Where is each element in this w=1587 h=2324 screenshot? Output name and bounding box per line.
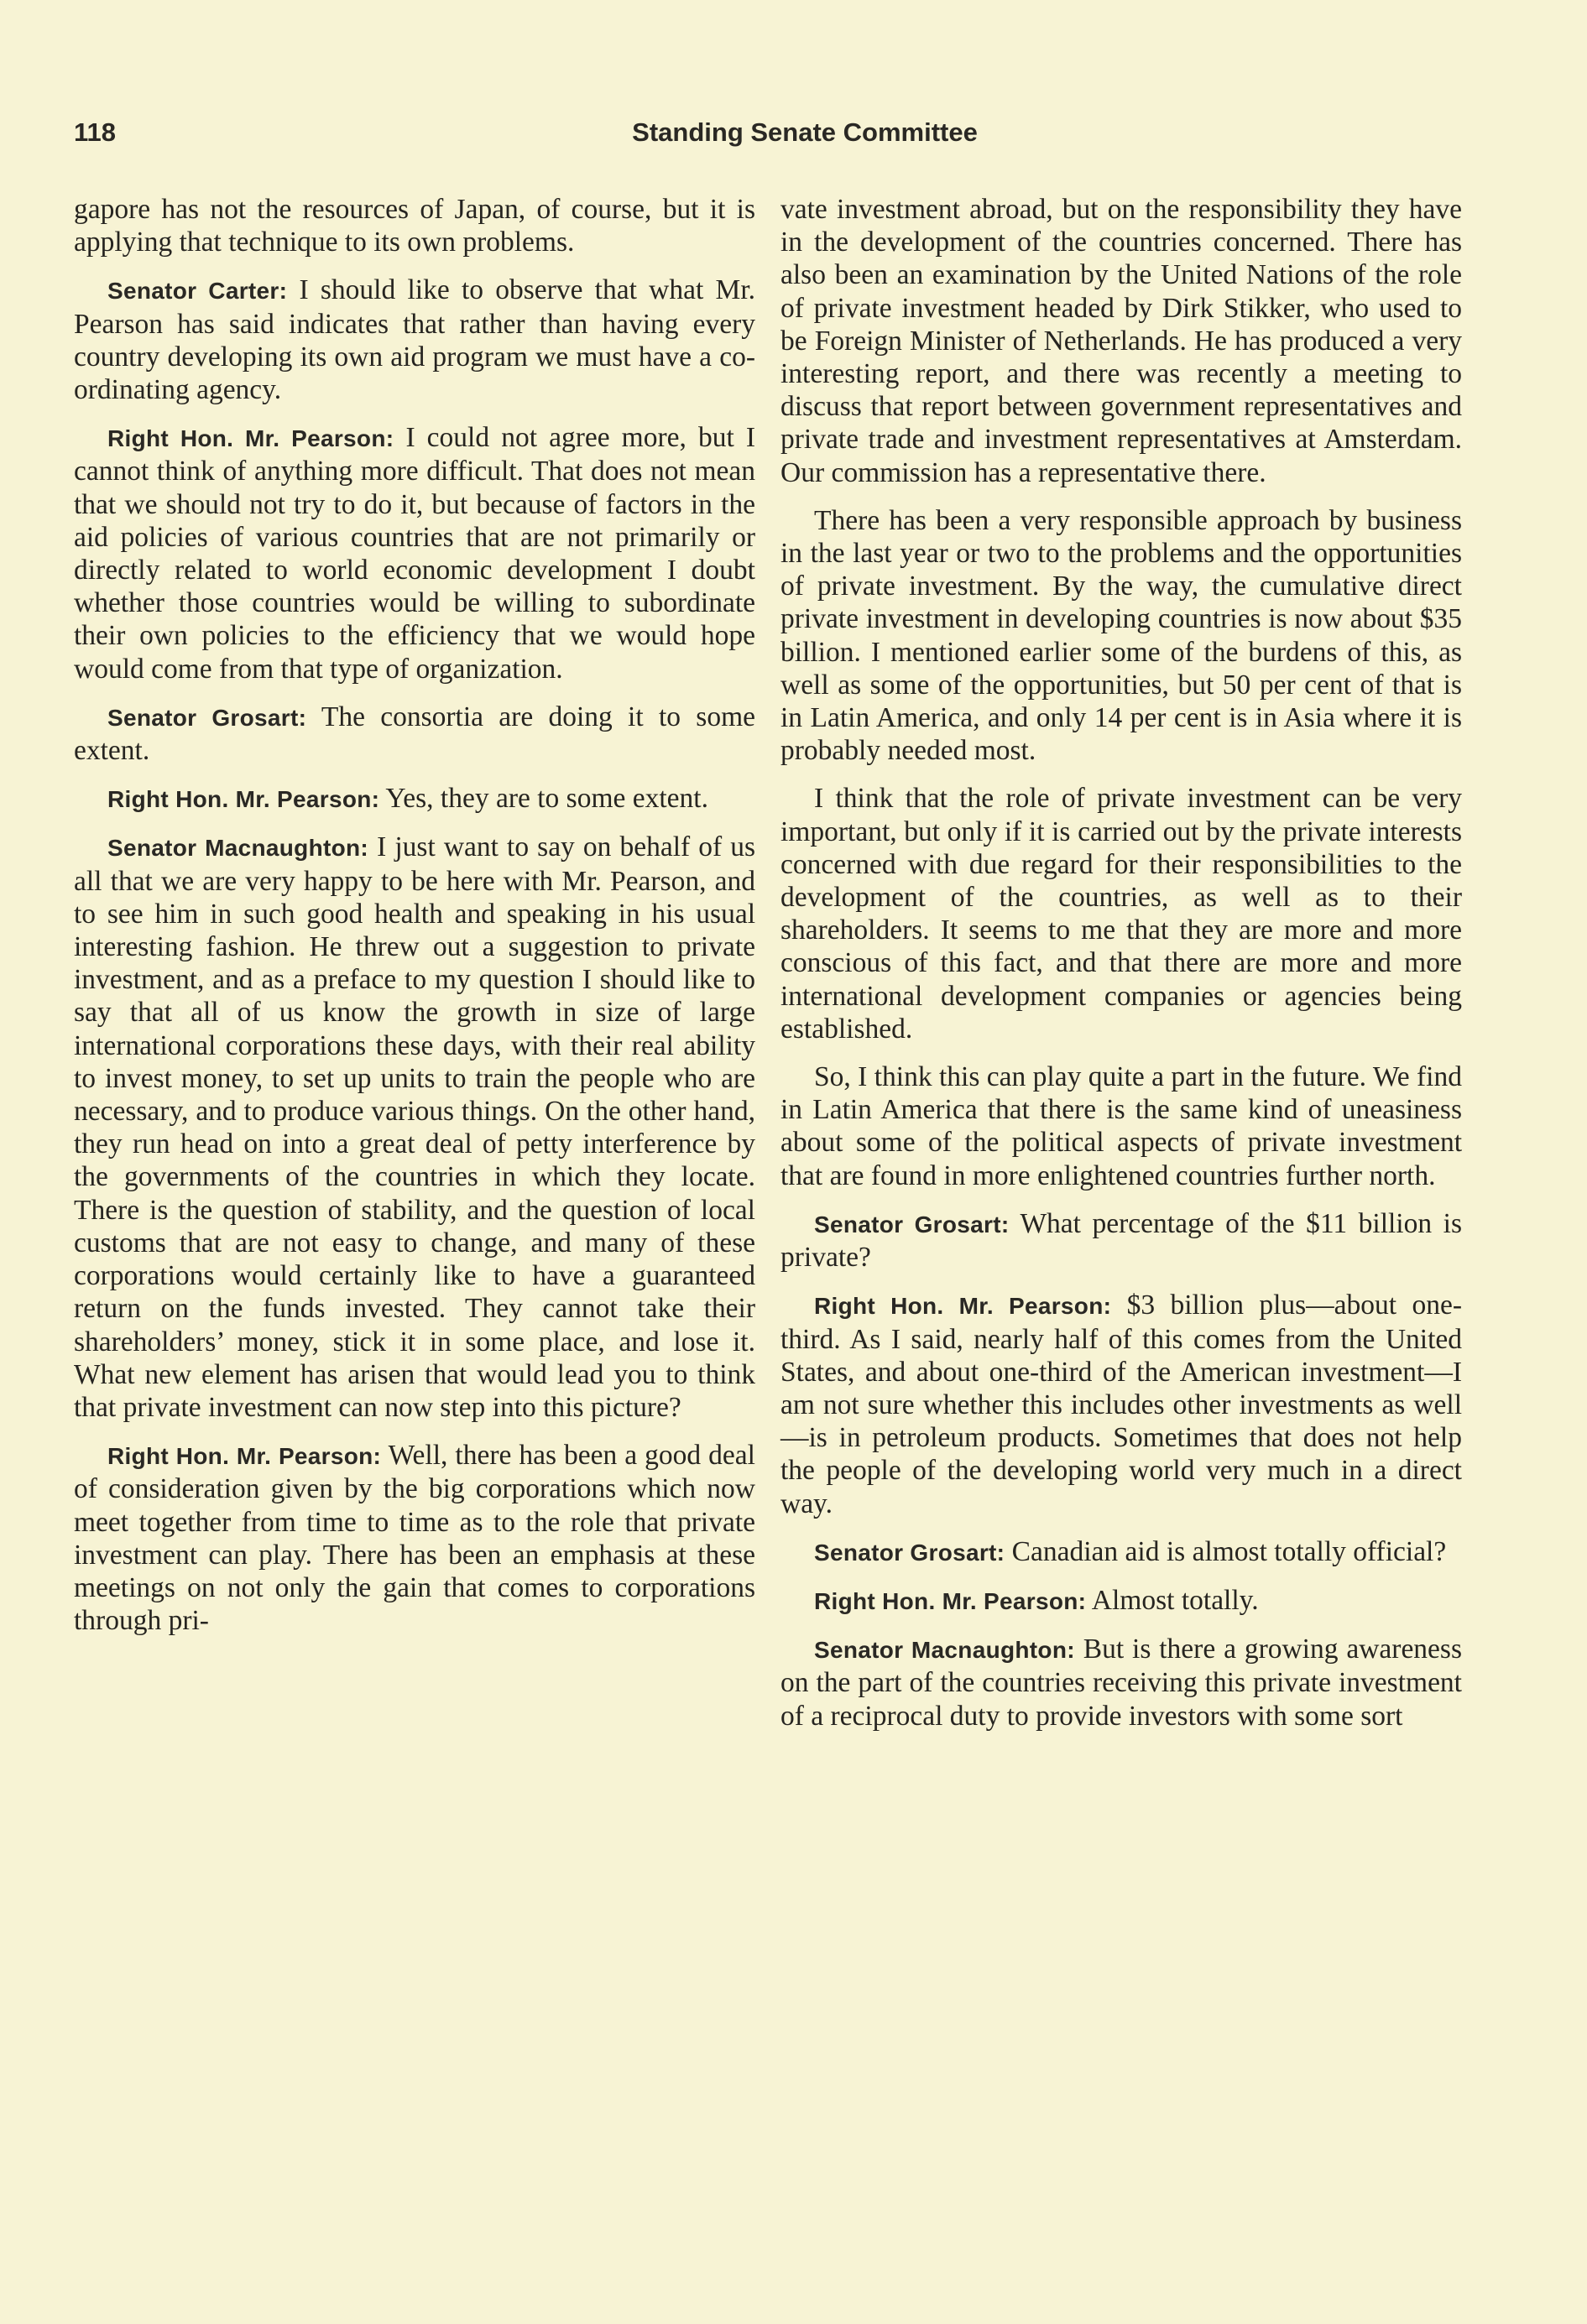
paragraph-text: I just want to say on behalf of us all that we are very happy to be here with Mr. Pearson, and to see him in such good health and speaking in his usual interesting fashion. He threw out a suggestion to private investment, and as a preface to my question I should like to say that all of us know the growth in size of large international corporations these days, with their real ability to invest money, to set up units to train the people who are necessary, and to produce various things. On the other hand, they run head on into a great deal of petty interference by the governments of the countries in which they locate. There is the question of stability, and the question of local customs that are not easy to change, and many of these corporations would certainly like to have a guaranteed return on the funds invested. They cannot take their shareholders’ money, stick it in some place, and lose it. What new element has arisen that would lead you to think that private investment can now step into this picture? bbox=[74, 831, 755, 1423]
paragraph bbox=[74, 421, 755, 685]
paragraph bbox=[74, 1439, 755, 1637]
paragraph bbox=[780, 1535, 1462, 1569]
speaker-name: Senator Carter: bbox=[107, 278, 288, 305]
paragraph-text: Yes, they are to some extent. bbox=[385, 783, 708, 815]
paragraph-text: Almost totally. bbox=[1091, 1584, 1259, 1616]
speaker-name: Senator Macnaughton: bbox=[107, 835, 369, 862]
page-number: 118 bbox=[74, 117, 117, 147]
speaker-name: Right Hon. Mr. Pearson: bbox=[814, 1293, 1112, 1320]
speaker-name: Right Hon. Mr. Pearson: bbox=[107, 425, 394, 452]
paragraph bbox=[780, 193, 1462, 489]
paragraph bbox=[74, 274, 755, 406]
paragraph-text: I should like to observe that what Mr. Pearson has said indicates that rather than having every country developing its own aid program we must have a co-ordinating agency. bbox=[74, 274, 755, 406]
paragraph-text: I could not agree more, but I cannot think of anything more difficult. That does not mean that we should not try to do it, but because of factors in the aid policies of various countries that are not primarily or directly related to world economic development I doubt whether those countries would be willing to subordinate their own policies to the efficiency that we would hope would come from that type of organization. bbox=[74, 422, 755, 685]
paragraph bbox=[780, 1289, 1462, 1519]
paragraph bbox=[780, 504, 1462, 768]
paragraph-text: Well, there has been a good deal of consideration given by the big corporations which now meet together from time to time as to the role that private investment can play. There has been an emphasis at these meetings on not only the gain that comes to corporations through pri- bbox=[74, 1440, 755, 1637]
paragraph-text: The consortia are doing it to some extent. bbox=[74, 701, 755, 767]
paragraph bbox=[780, 1584, 1462, 1618]
paragraph-text: But is there a growing awareness on the part of the countries receiving this private investment of a reciprocal duty to provide investors with some sort bbox=[780, 1634, 1463, 1732]
speaker-name: Right Hon. Mr. Pearson: bbox=[107, 1443, 382, 1470]
speaker-name: Senator Grosart: bbox=[814, 1539, 1005, 1566]
paragraph bbox=[780, 1207, 1462, 1274]
page-header bbox=[74, 117, 1477, 159]
speaker-name: Senator Grosart: bbox=[107, 704, 307, 731]
paragraph bbox=[74, 701, 755, 767]
paragraph-text: So, I think this can play quite a part in the future. We find in Latin America that there is the same kind of uneasiness about some of the political aspects of private investment that are found in more enlightened countries further north. bbox=[780, 1061, 1462, 1191]
paragraph bbox=[74, 831, 755, 1424]
paragraph-text: What percentage of the $11 billion is private? bbox=[780, 1207, 1463, 1274]
paragraph-text: $3 billion plus—about one-third. As I said, nearly half of this comes from the United States, and about one-third of the American investment—I am not sure whether this includes other investments as well—is in petroleum products. Sometimes that does not help the people of the developing world very much in a direct way. bbox=[780, 1290, 1462, 1519]
paragraph bbox=[780, 782, 1462, 1045]
paragraph-text: There has been a very responsible approach by business in the last year or two to the problems and the opportunities of private investment. By the way, the cumulative direct private investment in developing countries is now about $35 billion. I mentioned earlier some of the burdens of this, as well as some of the opportunities, but 50 per cent of that is in Latin America, and only 14 per cent is in Asia where it is probably needed most. bbox=[780, 504, 1462, 767]
paragraph-text: vate investment abroad, but on the responsibility they have in the development of the countries concerned. There has also been an examination by the United Nations of the role of private investment headed by Dirk Stikker, who used to be Foreign Minister of Netherlands. He has produced a very interesting report, and there was recently a meeting to discuss that report between government representatives and private trade and investment representatives at Amsterdam. Our commission has a representative there. bbox=[780, 194, 1462, 488]
paragraph-text: gapore has not the resources of Japan, of course, but it is applying that technique to its own problems. bbox=[74, 194, 755, 258]
left-column bbox=[74, 193, 755, 1652]
speaker-name: Senator Grosart: bbox=[814, 1211, 1010, 1238]
speaker-name: Right Hon. Mr. Pearson: bbox=[814, 1587, 1087, 1614]
paragraph bbox=[780, 1633, 1462, 1733]
paragraph bbox=[74, 193, 755, 258]
speaker-name: Senator Macnaughton: bbox=[814, 1637, 1075, 1664]
paragraph bbox=[74, 782, 755, 815]
paragraph-text: Canadian aid is almost totally official? bbox=[1011, 1535, 1447, 1567]
running-title: Standing Senate Committee bbox=[632, 117, 978, 147]
paragraph bbox=[780, 1060, 1462, 1192]
right-column bbox=[780, 193, 1462, 1748]
paragraph-text: I think that the role of private investment can be very important, but only if it is carried out by the private interests concerned with due regard for their responsibilities to the development of the countries, as well as to their shareholders. It seems to me that they are more and more conscious of this fact, and that there are more and more international development companies or agencies being established. bbox=[780, 783, 1462, 1045]
speaker-name: Right Hon. Mr. Pearson: bbox=[107, 786, 380, 813]
